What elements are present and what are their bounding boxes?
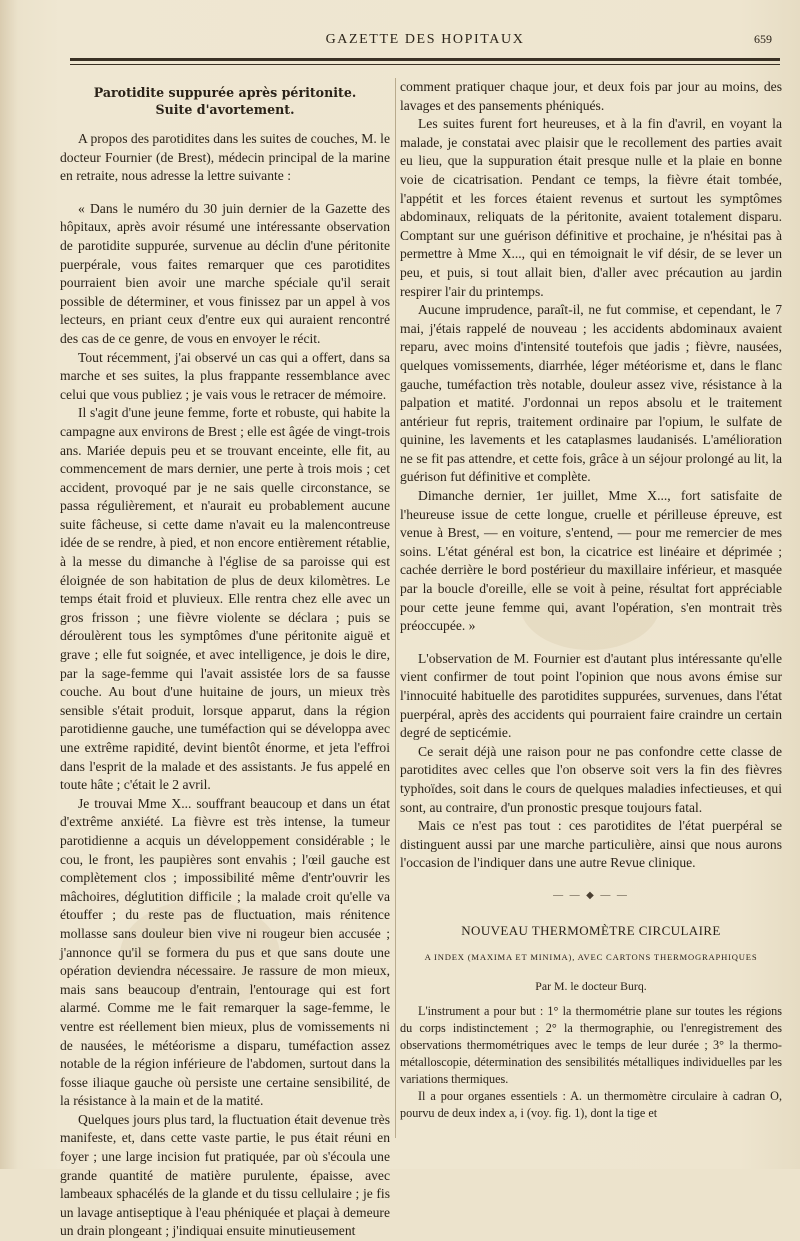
paragraph: Il a pour organes essentiels : A. un thermomètre circulaire à cadran O, pourvu de deux index a, i (voy. fig. 1), dont la tige et [400,1089,782,1121]
article-title: Parotidite suppurée après péritonite. Suite d'avortement. [93,85,357,117]
article-byline: Par M. le docteur Burq. [535,978,647,993]
header-rule-thin [70,64,780,65]
running-head: GAZETTE DES HOPITAUX [325,32,525,47]
left-column [60,78,390,1239]
column-divider [395,78,396,1138]
article-title: NOUVEAU THERMOMÈTRE CIRCULAIRE [461,922,721,938]
article-subtitle: A INDEX (MAXIMA ET MINIMA), AVEC CARTONS THERMOGRAPHIQUES [424,952,758,963]
right-column [400,78,782,1158]
paragraph: A propos des parotidites dans les suites de couches, M. le docteur Fournier (de Brest), médecin principal de la marine en retraite, nous adresse la lettre suivante : [60,131,390,184]
paragraph: Tout récemment, j'ai observé un cas qui a offert, dans sa marche et ses suites, la plus frappante ressemblance avec celui que vous publiez ; je vais vous le retracer de mémoire. [60,349,390,402]
paragraph: L'observation de M. Fournier est d'autant plus intéressante qu'elle vient confirmer de tout point l'opinion que nous avons émise sur l'innocuité habituelle des parotidites suppurées, survenues, dans l'état puerpéral, après des accidents qui pourraient faire craindre un certain degré de septicémie. [400,650,782,741]
paragraph: Il s'agit d'une jeune femme, forte et robuste, qui habite la campagne aux environs de Brest ; elle est âgée de vingt-trois ans. Mariée depuis peu et se trouvant enceinte, elle fit, au commencement de mars dernier, une perte à trois mois ; cet accident, provoqué par je ne sais quelle circonstance, se passa régulièrement, et n'aurait eu probablement aucune suite fâcheuse, si cette dame n'avait eu la malencontreuse idée de se rendre, à pied, et non encore entièrement rétablie, à la messe du dimanche à l'église de sa paroisse qui est éloignée de son habitation de plus de deux kilomètres. Le temps était froid et pluvieux. Elle rentra chez elle avec un gros frisson ; une fièvre violente se déclara ; puis se déroulèrent tous les symptômes d'une péritonite aiguë et grave ; elle fut soignée, et avec intelligence, je dois le dire, par la sage-femme qui l'avait assistée lors de sa fausse couche. Au bout d'une huitaine de jours, un mieux très sensible s'était produit, lorsque apparut, dans la région parotidienne gauche, une tuméfaction qui se développa avec une extrême rapidité, devint bientôt énorme, et jeta l'effroi dans l'esprit de la malade et des assistants. Je fus appelé en toute hâte ; c'était le 2 avril. [60,405,390,793]
page-header [70,28,780,52]
paragraph: Ce serait déjà une raison pour ne pas confondre cette classe de parotidites avec celles que l'on observe soit vers la fin des fièvres typhoïdes, soit dans le cours de quelques maladies infectieuses, et qui sont, au contraire, d'un pronostic presque toujours fatal. [400,743,782,815]
paragraph: Dimanche dernier, 1er juillet, Mme X..., fort satisfaite de l'heureuse issue de cette longue, cruelle et périlleuse épreuve, est venue à Brest, — en voiture, s'entend, — pour me remercier de mes soins. L'état général est bon, la cicatrice est linéaire et déprimée ; cachée derrière le bord postérieur du maxillaire inférieur, et masquée par la boucle d'oreille, elle se voit à peine, résultat fort appréciable pour cette jeune femme qui, avant l'opération, s'en montrait très préoccupée. » [400,488,782,634]
section-ornament: — — ◆ — — [553,889,629,901]
paragraph: « Dans le numéro du 30 juin dernier de la Gazette des hôpitaux, après avoir résumé une intéressante observation de parotidite suppurée, survenue au déclin d'une péritonite puerpérale, vous faites remarquer que ces parotidites pourraient bien avoir une marche spéciale qu'il serait possible de déterminer, et vous finissez par un appel à vos lecteurs, en priant ceux d'entre eux qui auraient rencontré des cas de ce genre, de vous en envoyer le récit. [60,200,390,346]
paragraph: comment pratiquer chaque jour, et deux fois par jour au moins, des lavages et des pansements phéniqués. [400,79,782,113]
paragraph: Quelques jours plus tard, la fluctuation était devenue très manifeste, et, dans cette vaste partie, le pus était réuni en foyer ; une large incision fut pratiquée, par où s'écoula une grande quantité de matière purulente, épaisse, avec lambeaux sphacélés de la glande et du tissu cellulaire ; je fis un lavage antiseptique à l'eau phéniquée et plaçai à demeure un drain plongeant ; j'indiquai ensuite minutieusement [60,1111,390,1239]
paragraph: L'instrument a pour but : 1° la thermométrie plane sur toutes les régions du corps indistinctement ; 2° la thermographie, ou l'enregistrement des observations thermométriques avec le temps de leur durée ; 3° la thermo-métalloscopie, détermination des sensibilités métalliques individuelles par les variations thermiques. [400,1004,782,1087]
paragraph: Mais ce n'est pas tout : ces parotidites de l'état puerpéral se distinguent aussi par une marche particulière, ainsi que nous aurons l'occasion de l'indiquer dans une autre Revue clinique. [400,818,782,871]
paragraph: Aucune imprudence, paraît-il, ne fut commise, et cependant, le 7 mai, j'étais rappelé de nouveau ; les accidents abdominaux avaient reparu, avec moins d'intensité toutefois que jadis ; fièvre, nausées, quelques vomissements, diarrhée, léger météorisme et, dans le flanc gauche, tuméfaction très notable, douleur assez vive, résistance à la palpation et matité. J'ordonnai un repos absolu et le traitement antérieur fut repris, traitement ordinaire par l'opium, le sulfate de quinine, les lavements et les cataplasmes laudanisés. L'amélioration ne se fit pas attendre, et cette fois, grâce à un séjour prolongé au lit, la guérison fut définitive et complète. [400,302,782,485]
paragraph: Les suites furent fort heureuses, et à la fin d'avril, en voyant la malade, je constatai avec plaisir que le recollement des parties avait eu lieu, que la suppuration était presque nulle et la plaie en bonne voie de cicatrisation. Pendant ce temps, la fièvre était tombée, l'appétit et les forces étaient revenus et surtout les symptômes abdominaux, reliquats de la péritonite, avaient totalement disparu. Comptant sur une guérison définitive et prochaine, je n'hésitai pas à permettre à Mme X..., qui en témoignait le vif désir, de se lever un peu, et puis, si tout allait bien, d'aller avec précaution au jardin respirer l'air du printemps. [400,116,782,299]
paragraph: Je trouvai Mme X... souffrant beaucoup et dans un état d'extrême anxiété. La fièvre est très intense, la tumeur parotidienne a acquis un développement considérable ; le cou, le front, les paupières sont envahis ; l'œil gauche est complètement clos ; impossibilité même d'entr'ouvrir les mâchoires, déglutition difficile ; la malade croit qu'elle va étouffer ; du reste pas de fluctuation, mais rénitence mollasse sans douleur bien vive ni rougeur bien accusée ; j'annonce qu'il se formera du pus et que sans doute une opération deviendra nécessaire. Je rassure de mon mieux, mais sans beaucoup d'entrain, l'entourage qui est fort alarmé. Comme me le fait remarquer la sage-femme, le ventre est réellement bien mieux, plus de vomissements ni de nausées, le météorisme a disparu, tuméfaction assez notable de la région inférieure de l'abdomen, surtout dans la fosse iliaque gauche où persiste une certaine sensibilité, de la résistance à la main et de la matité. [60,795,390,1109]
page-number: 659 [754,32,772,46]
header-rule-thick [70,58,780,61]
